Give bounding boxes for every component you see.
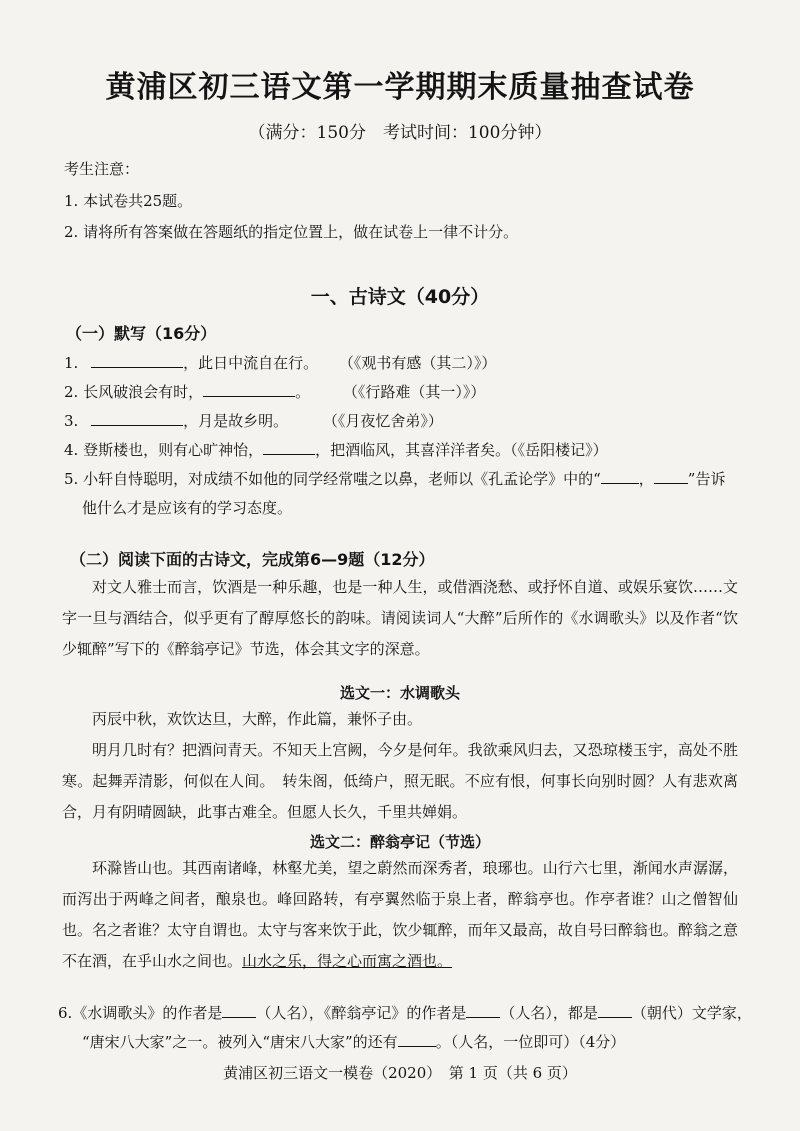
answer-blank[interactable] (598, 1003, 632, 1018)
question-text: 。（人名，一位即可）（4分） (435, 1033, 626, 1051)
underlined-sentence: 山水之乐，得之心而寓之酒也。 (242, 952, 453, 970)
page-title: 黄浦区初三语文第一学期期末质量抽查试卷 (105, 70, 695, 105)
question-text: （朝代）文学家， (631, 1004, 752, 1022)
answer-blank[interactable] (263, 440, 315, 455)
part1-heading: （一）默写（16分） (66, 324, 217, 343)
question-text: ”告诉 (687, 470, 726, 488)
question-source: （《观书有感（其二）》） (338, 354, 497, 372)
question-text: “唐宋八大家”之一。被列入“唐宋八大家”的还有 (82, 1033, 398, 1051)
question-6 (58, 1002, 752, 1023)
question-text: 登斯楼也，则有心旷神怡， (83, 441, 264, 459)
question-5-continued: 他什么才是应该有的学习态度。 (82, 499, 293, 517)
question-4 (64, 439, 608, 460)
answer-blank[interactable] (203, 382, 295, 397)
question-text: ，把酒临风，其喜洋洋者矣。（《岳阳楼记》） (315, 441, 608, 459)
question-number: 1. (64, 354, 79, 372)
question-number: 5. (64, 470, 79, 488)
reading-intro: 对文人雅士而言，饮酒是一种乐趣，也是一种人生，或借酒浇愁、或抒怀自道、或娱乐宴饮……文字一旦与酒结合，似乎更有了醇厚悠长的韵味。请阅读词人“大醉”后所作的《水调歌头》以及作者“饮少辄醉”写下的《醉翁亭记》节选，体会其文字的深意。 (62, 578, 738, 658)
question-2 (64, 381, 485, 402)
question-text: 。 (295, 383, 311, 401)
section-title: 一、古诗文（40分） (310, 286, 490, 308)
question-number: 6. (58, 1004, 73, 1022)
answer-blank[interactable] (466, 1003, 500, 1018)
question-text: ，月是故乡明。 (183, 412, 289, 430)
answer-blank[interactable] (654, 469, 688, 484)
question-number: 3. (64, 412, 79, 430)
selection-2-text: 环滁皆山也。其西南诸峰，林壑尤美，望之蔚然而深秀者，琅琊也。山行六七里，渐闻水声潺潺，而泻出于两峰之间者，酿泉也。峰回路转，有亭翼然临于泉上者，醉翁亭也。作亭者谁？山之僧智仙也。名之者谁？太守自谓也。太守与客来饮于此，饮少辄醉，而年又最高，故自号曰醉翁也。醉翁之意不在酒，在乎山水之间也。 (62, 859, 738, 970)
question-text: 小轩自恃聪明，对成绩不如他的同学经常嗤之以鼻，老师以《孔孟论学》中的“ (83, 470, 601, 488)
question-text: ， (638, 470, 654, 488)
notice-item: 1. 本试卷共25题。 (64, 192, 193, 210)
question-1 (64, 352, 496, 373)
question-text: （人名），都是 (500, 1004, 598, 1022)
selection-2-title: 选文二：醉翁亭记（节选） (309, 833, 490, 851)
answer-blank[interactable] (601, 469, 639, 484)
answer-blank[interactable] (222, 1003, 256, 1018)
question-text: （人名），《醉翁亭记》的作者是 (256, 1004, 467, 1022)
question-number: 2. (64, 383, 79, 401)
page-footer: 黄浦区初三语文一模卷（2020） 第 1 页（共 6 页） (223, 1064, 577, 1082)
exam-info: （满分：150分 考试时间：100分钟） (248, 123, 552, 143)
question-source: （《月夜忆舍弟》） (322, 412, 443, 430)
part2-heading: （二）阅读下面的古诗文，完成第6—9题（12分） (70, 550, 435, 569)
answer-blank[interactable] (398, 1032, 436, 1047)
selection-1-title: 选文一：水调歌头 (339, 684, 460, 702)
notice-heading: 考生注意： (64, 160, 140, 178)
question-text: 《水调歌头》的作者是 (72, 1004, 223, 1022)
notice-item: 2. 请将所有答案做在答题纸的指定位置上，做在试卷上一律不计分。 (64, 223, 519, 241)
answer-blank[interactable] (91, 411, 183, 426)
question-text: 长风破浪会有时， (83, 383, 204, 401)
selection-1-preface: 丙辰中秋，欢饮达旦，大醉，作此篇，兼怀子由。 (92, 710, 423, 728)
question-source: （《行路难（其一）》） (342, 383, 486, 401)
selection-2-body (62, 853, 738, 977)
question-number: 4. (64, 441, 79, 459)
question-text: ，此日中流自在行。 (183, 354, 319, 372)
question-6-continued (82, 1031, 625, 1052)
question-5 (64, 468, 725, 489)
question-3 (64, 410, 443, 431)
selection-1-body: 明月几时有？把酒问青天。不知天上宫阙，今夕是何年。我欲乘风归去，又恐琼楼玉宇，高处不胜寒。起舞弄清影，何似在人间。 转朱阁，低绮户，照无眠。不应有恨，何事长向别时圆？人有悲欢离合，月有阴晴圆缺，此事古难全。但愿人长久，千里共婵娟。 (62, 741, 738, 821)
answer-blank[interactable] (91, 353, 183, 368)
